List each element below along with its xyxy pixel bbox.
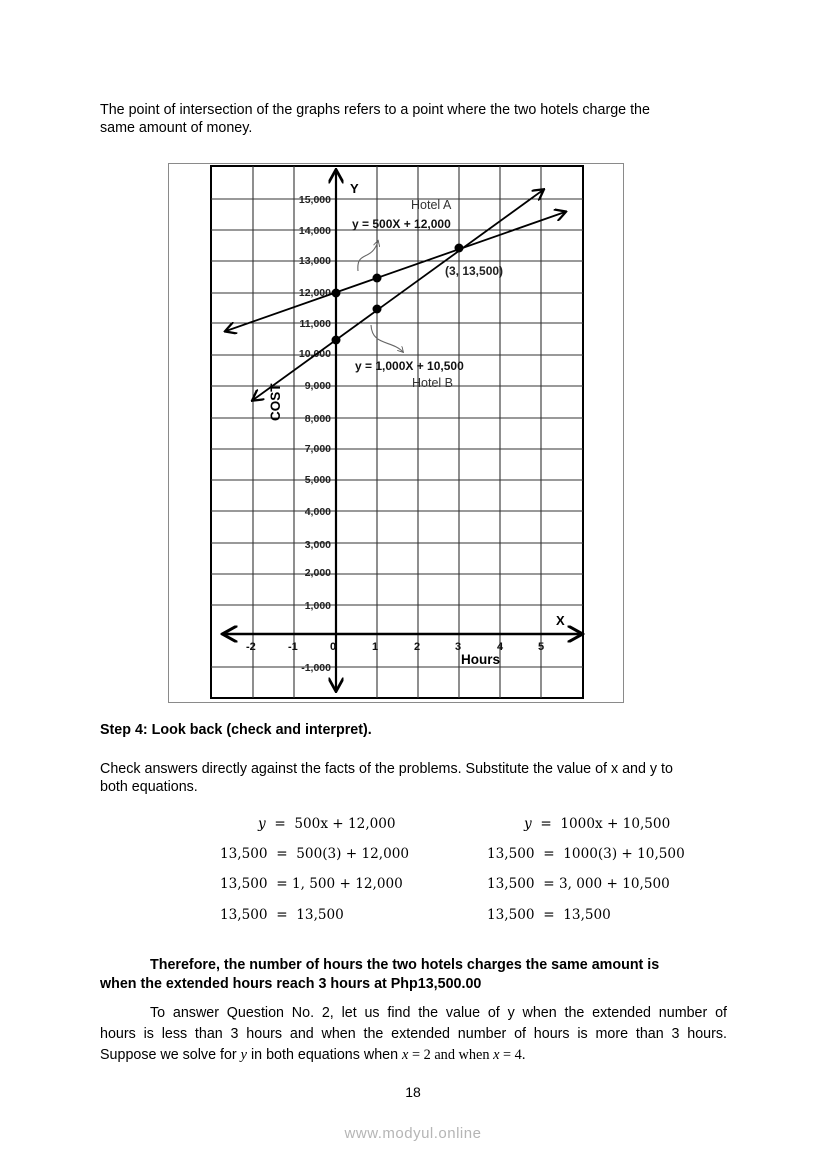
step4-para-line-2: both equations.	[100, 779, 198, 795]
hotel-a-pointer-arrow	[358, 241, 378, 271]
page-number: 18	[405, 1084, 421, 1100]
question2-line-1: To answer Question No. 2, let us find the value of y when the extended number of	[150, 1005, 727, 1021]
step4-heading: Step 4: Look back (check and interpret).	[100, 722, 372, 738]
intersection-label: (3, 13,500)	[445, 264, 504, 278]
svg-text:15,000: 15,000	[298, 194, 331, 206]
svg-text:9,000: 9,000	[304, 380, 331, 392]
hotel-a-equation: y = 500X + 12,000	[352, 217, 451, 231]
svg-text:-1: -1	[288, 641, 298, 653]
hotel-b-pointer-arrow	[371, 325, 403, 352]
svg-text:13,000: 13,000	[298, 255, 331, 267]
step4-para-line-1: Check answers directly against the facts of the problems. Substitute the value of x and y to	[100, 761, 673, 777]
eq-right-row-1: y = 1000x + 10,500	[524, 816, 671, 832]
eq-right-row-3: 13,500 = 3, 000 + 10,500	[487, 876, 670, 892]
y-tick-labels	[299, 194, 331, 674]
grid-border	[211, 166, 583, 698]
question2-line-2: hours is less than 3 hours and when the extended number of hours is more than 3 hours.	[100, 1026, 727, 1042]
conclusion-line-1: Therefore, the number of hours the two hotels charges the same amount is	[150, 957, 660, 973]
svg-text:5: 5	[538, 641, 545, 653]
x-axis-title: Hours	[461, 652, 501, 667]
svg-text:0: 0	[330, 641, 337, 653]
svg-text:3,000: 3,000	[304, 539, 331, 551]
svg-text:4,000: 4,000	[304, 506, 331, 518]
conclusion-line-2: when the extended hours reach 3 hours at Php13,500.00	[100, 976, 482, 992]
horizontal-gridlines	[211, 199, 583, 667]
vertical-gridlines	[253, 166, 541, 698]
svg-text:4: 4	[497, 641, 504, 653]
intro-line-2: same amount of money.	[100, 120, 253, 136]
eq-left-row-1: y = 500x + 12,000	[258, 816, 396, 832]
svg-text:3: 3	[455, 641, 462, 653]
svg-text:8,000: 8,000	[304, 413, 331, 425]
svg-text:-2: -2	[246, 641, 256, 653]
svg-text:2: 2	[414, 641, 421, 653]
intro-line-1: The point of intersection of the graphs refers to a point where the two hotels charge the	[100, 102, 650, 118]
svg-text:5,000: 5,000	[304, 474, 331, 486]
y-axis-letter: Y	[350, 181, 359, 196]
y-axis-title: COST	[268, 383, 283, 421]
watermark: www.modyul.online	[344, 1125, 482, 1142]
x-axis-letter: X	[556, 613, 565, 628]
eq-right-row-2: 13,500 = 1000(3) + 10,500	[487, 846, 685, 862]
svg-text:12,000: 12,000	[298, 287, 331, 299]
svg-text:11,000: 11,000	[299, 318, 331, 330]
svg-text:10,000: 10,000	[298, 348, 331, 360]
eq-left-row-3: 13,500 = 1, 500 + 12,000	[220, 876, 403, 892]
svg-text:1,000: 1,000	[304, 600, 331, 612]
eq-left-row-4: 13,500 = 13,500	[220, 907, 344, 923]
hotel-b-equation: y = 1,000X + 10,500	[355, 359, 464, 373]
svg-text:7,000: 7,000	[304, 443, 331, 455]
svg-text:2,000: 2,000	[304, 567, 331, 579]
hotel-b-name: Hotel B	[412, 376, 453, 390]
svg-text:14,000: 14,000	[298, 225, 331, 237]
eq-right-row-4: 13,500 = 13,500	[487, 907, 611, 923]
svg-text:1: 1	[372, 641, 379, 653]
question2-line-3: Suppose we solve for y in both equations when x = 2 and when x = 4.	[100, 1047, 526, 1063]
hotel-a-name: Hotel A	[411, 198, 452, 212]
eq-left-row-2: 13,500 = 500(3) + 12,000	[220, 846, 410, 862]
svg-text:-1,000: -1,000	[301, 662, 331, 674]
